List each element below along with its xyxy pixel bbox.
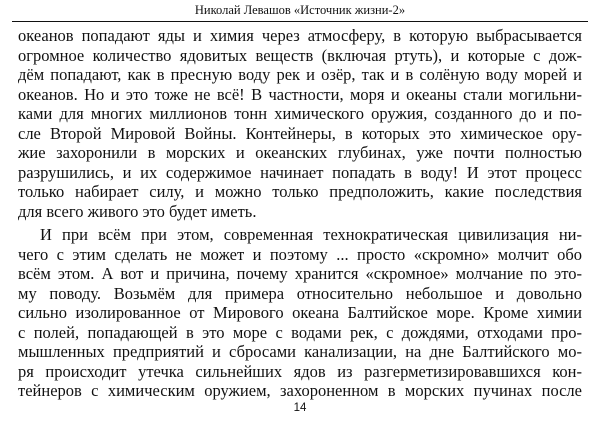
text-line: жие захоронили в морских и океанских глубинах, уже почти полностью [18, 143, 582, 162]
text-line: И при всём при этом, современная технократическая цивилизация ни- [40, 225, 582, 244]
text-line: всём этом. А вот и причина, почему хранится «скромное» молчание по это- [18, 264, 582, 283]
text-line: океанов. Но и это тоже не всё! В частности, моря и океаны стали могильни- [18, 84, 582, 104]
text-line: сильно изолированное от Мирового океана Балтийское море. Кроме химии [18, 303, 582, 322]
paragraph-2 [18, 225, 582, 401]
text-line: сле Второй Мировой Войны. Контейнеры, в которых это химическое ору- [18, 123, 582, 143]
text-line: океанов попадают яды и химия через атмосферу, в которую выбрасывается [18, 26, 582, 45]
text-line: чего с этим сделать не может и поэтому ... просто «скромно» молчит обо [18, 244, 582, 264]
text-line: мышленных предприятий и сбросами канализации, на дне Балтийского мо- [18, 342, 582, 361]
text-line: огромное количество ядовитых веществ (включая ртуть), и которые с дож- [18, 45, 582, 65]
text-line: для всего живого это будет иметь. [18, 201, 257, 221]
text-line: му поводу. Возьмём для примера относительно небольшое и довольно [18, 283, 582, 303]
page-number: 14 [293, 402, 307, 414]
header-rule [12, 21, 588, 22]
text-line: только набирает силу, и можно только предположить, какие последствия [18, 182, 582, 201]
text-line: ками для многих миллионов тонн химического оружия, созданного до и по- [18, 104, 582, 123]
body-text [18, 26, 582, 401]
paragraph-1 [18, 26, 582, 221]
text-line: с полей, попадающей в это море с водами рек, с дождями, отходами про- [18, 322, 582, 342]
text-line: разрушились, и их содержимое начинает попадать в воду! И этот процесс [18, 162, 582, 182]
text-line: ря происходит утечка сильнейших ядов из разгерметизировавшихся кон- [18, 361, 582, 381]
running-header: Николай Левашов «Источник жизни-2» [194, 3, 406, 17]
text-line: тейнеров с химическим оружием, захороненном в морских пучинах после [18, 381, 582, 400]
text-line: дём попадают, как в пресную воду рек и озёр, так и в солёную воду морей и [18, 65, 582, 84]
